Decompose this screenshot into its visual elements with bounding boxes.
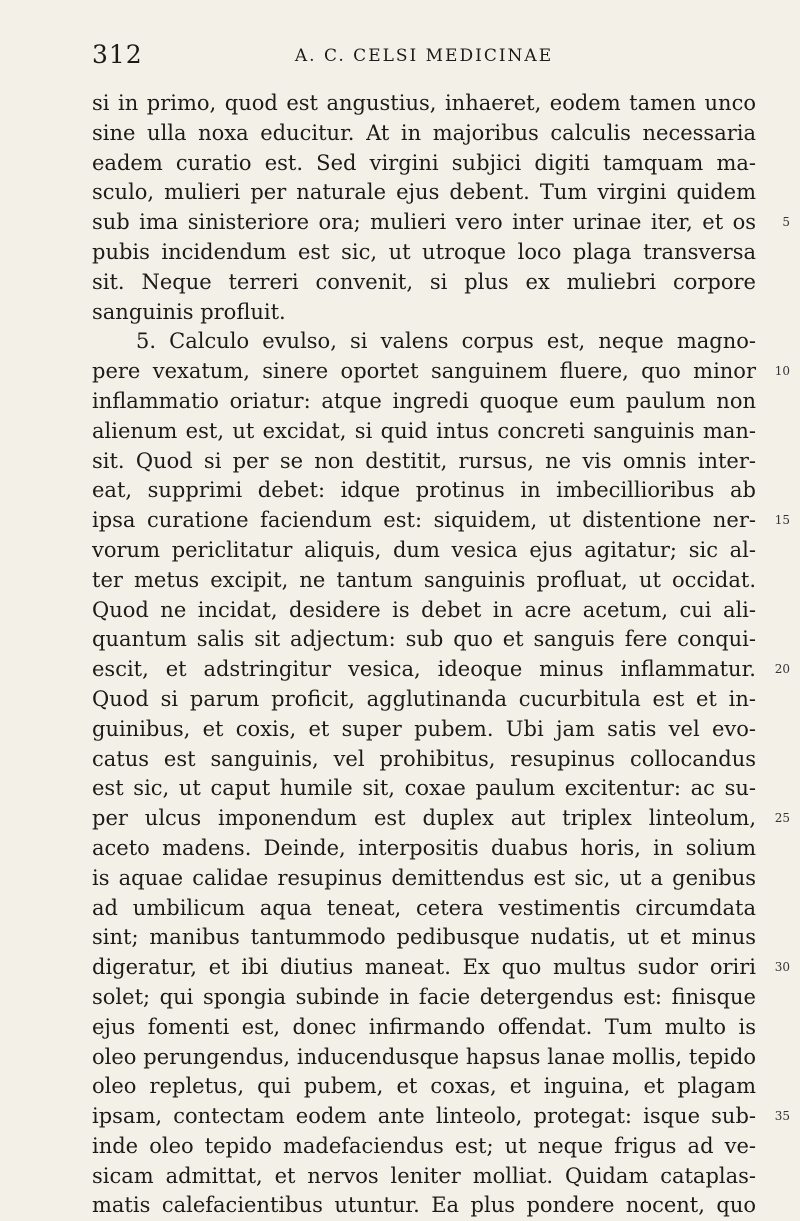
- text-line-content: ter metus excipit, ne tantum sanguinis profluat, ut occidat.: [92, 567, 756, 592]
- text-line-content: pere vexatum, sinere oportet sanguinem fluere, quo minor: [92, 359, 756, 384]
- text-line: [92, 685, 756, 715]
- text-line: [92, 715, 756, 745]
- margin-line-number: 15: [774, 513, 790, 528]
- margin-line-number: 5: [782, 215, 790, 230]
- text-line: [92, 923, 756, 953]
- text-line-content: sint; manibus tantummodo pedibusque nudatis, ut et minus: [92, 925, 756, 950]
- text-line-content: is aquae calidae resupinus demittendus est sic, ut a genibus: [92, 865, 756, 890]
- text-line: [92, 983, 756, 1013]
- text-line: [92, 1072, 756, 1102]
- text-line: [92, 953, 790, 983]
- text-line: [92, 774, 756, 804]
- text-line-content: digeratur, et ibi diutius maneat. Ex quo multus sudor oriri: [92, 955, 756, 980]
- text-line-content: ipsam, contectam eodem ante linteolo, protegat: isque sub-: [92, 1104, 756, 1129]
- text-line: [92, 357, 790, 387]
- text-line-content: 5. Calculo evulso, si valens corpus est, neque magno-: [136, 329, 756, 354]
- text-line-content: Quod ne incidat, desidere is debet in acre acetum, cui ali-: [92, 597, 756, 622]
- text-line-content: ipsa curatione faciendum est: siquidem, ut distentione ner-: [92, 508, 756, 533]
- text-line-content: escit, et adstringitur vesica, ideoque minus inflammatur.: [92, 657, 756, 682]
- margin-line-number: 10: [774, 364, 790, 379]
- text-line: [92, 536, 756, 566]
- text-line-content: sanguinis profluit.: [92, 299, 286, 324]
- text-line: [92, 327, 756, 357]
- text-line: [92, 834, 756, 864]
- text-line-content: est sic, ut caput humile sit, coxae paulum excitentur: ac su-: [92, 776, 756, 801]
- margin-line-number: 35: [774, 1109, 790, 1124]
- text-line-content: catus est sanguinis, vel prohibitus, resupinus collocandus: [92, 746, 756, 771]
- text-line-content: inflammatio oriatur: atque ingredi quoque eum paulum non: [92, 388, 756, 413]
- text-line-content: eadem curatio est. Sed virgini subjici digiti tamquam ma-: [92, 150, 756, 175]
- page-header: [92, 40, 756, 70]
- text-line: [92, 655, 790, 685]
- text-line: [92, 1191, 756, 1221]
- text-line: [92, 1013, 756, 1043]
- running-title: A. C. CELSI MEDICINAE: [294, 46, 554, 66]
- text-line-content: ejus fomenti est, donec infirmando offendat. Tum multo is: [92, 1014, 756, 1039]
- text-line: [92, 1132, 756, 1162]
- text-line-content: sicam admittat, et nervos leniter molliat. Quidam cataplas-: [92, 1163, 756, 1188]
- margin-line-number: 20: [774, 662, 790, 677]
- text-line: [92, 387, 756, 417]
- text-line: [92, 1102, 790, 1132]
- text-line: [92, 506, 790, 536]
- text-line-content: solet; qui spongia subinde in facie detergendus est: finisque: [92, 984, 756, 1009]
- text-line: [92, 625, 756, 655]
- text-line-content: sub ima sinisteriore ora; mulieri vero inter urinae iter, et os: [92, 210, 756, 235]
- text-line: [92, 1043, 756, 1073]
- text-line: [92, 268, 756, 298]
- body-text: [92, 89, 790, 1221]
- text-line-content: pubis incidendum est sic, ut utroque loco plaga transversa: [92, 239, 756, 264]
- page-number: 312: [92, 40, 143, 69]
- text-line: [92, 149, 756, 179]
- text-line-content: sit. Quod si per se non destitit, rursus, ne vis omnis inter-: [92, 448, 756, 473]
- text-line-content: oleo perungendus, inducendusque hapsus lanae mollis, tepido: [92, 1044, 756, 1069]
- text-line: [92, 417, 756, 447]
- text-line-content: alienum est, ut excidat, si quid intus concreti sanguinis man-: [92, 418, 756, 443]
- text-line-content: sit. Neque terreri convenit, si plus ex muliebri corpore: [92, 269, 756, 294]
- text-line-content: eat, supprimi debet: idque protinus in imbecillioribus ab: [92, 478, 756, 503]
- text-line-content: sculo, mulieri per naturale ejus debent. Tum virgini quidem: [92, 180, 756, 205]
- text-line: [92, 238, 756, 268]
- margin-line-number: 30: [774, 960, 790, 975]
- text-line: [92, 894, 756, 924]
- text-line-content: guinibus, et coxis, et super pubem. Ubi jam satis vel evo-: [92, 716, 756, 741]
- text-line: [92, 298, 756, 328]
- text-line-content: matis calefacientibus utuntur. Ea plus pondere nocent, quo: [92, 1193, 756, 1218]
- text-line: [92, 178, 756, 208]
- text-line: [92, 1162, 756, 1192]
- text-line: [92, 119, 756, 149]
- text-line-content: ad umbilicum aqua teneat, cetera vestimentis circumdata: [92, 895, 756, 920]
- text-line-content: si in primo, quod est angustius, inhaeret, eodem tamen unco: [92, 91, 756, 115]
- text-line: [92, 208, 790, 238]
- text-line: [92, 804, 790, 834]
- text-line: [92, 447, 756, 477]
- text-line-content: inde oleo tepido madefaciendus est; ut neque frigus ad ve-: [92, 1133, 756, 1158]
- text-line: [92, 864, 756, 894]
- text-line: [92, 89, 756, 119]
- text-line-content: aceto madens. Deinde, interpositis duabus horis, in solium: [92, 835, 756, 860]
- text-line-content: per ulcus imponendum est duplex aut triplex linteolum,: [92, 806, 756, 831]
- text-line: [92, 566, 756, 596]
- text-line: [92, 476, 756, 506]
- text-line-content: quantum salis sit adjectum: sub quo et sanguis fere conqui-: [92, 627, 756, 652]
- margin-line-number: 25: [774, 811, 790, 826]
- text-line-content: vorum periclitatur aliquis, dum vesica ejus agitatur; sic al-: [92, 537, 756, 562]
- text-line-content: Quod si parum proficit, agglutinanda cucurbitula est et in-: [92, 686, 756, 711]
- text-line-content: oleo repletus, qui pubem, et coxas, et inguina, et plagam: [92, 1074, 756, 1099]
- text-line-content: sine ulla noxa educitur. At in majoribus calculis necessaria: [92, 120, 756, 145]
- text-line: [92, 745, 756, 775]
- text-line: [92, 596, 756, 626]
